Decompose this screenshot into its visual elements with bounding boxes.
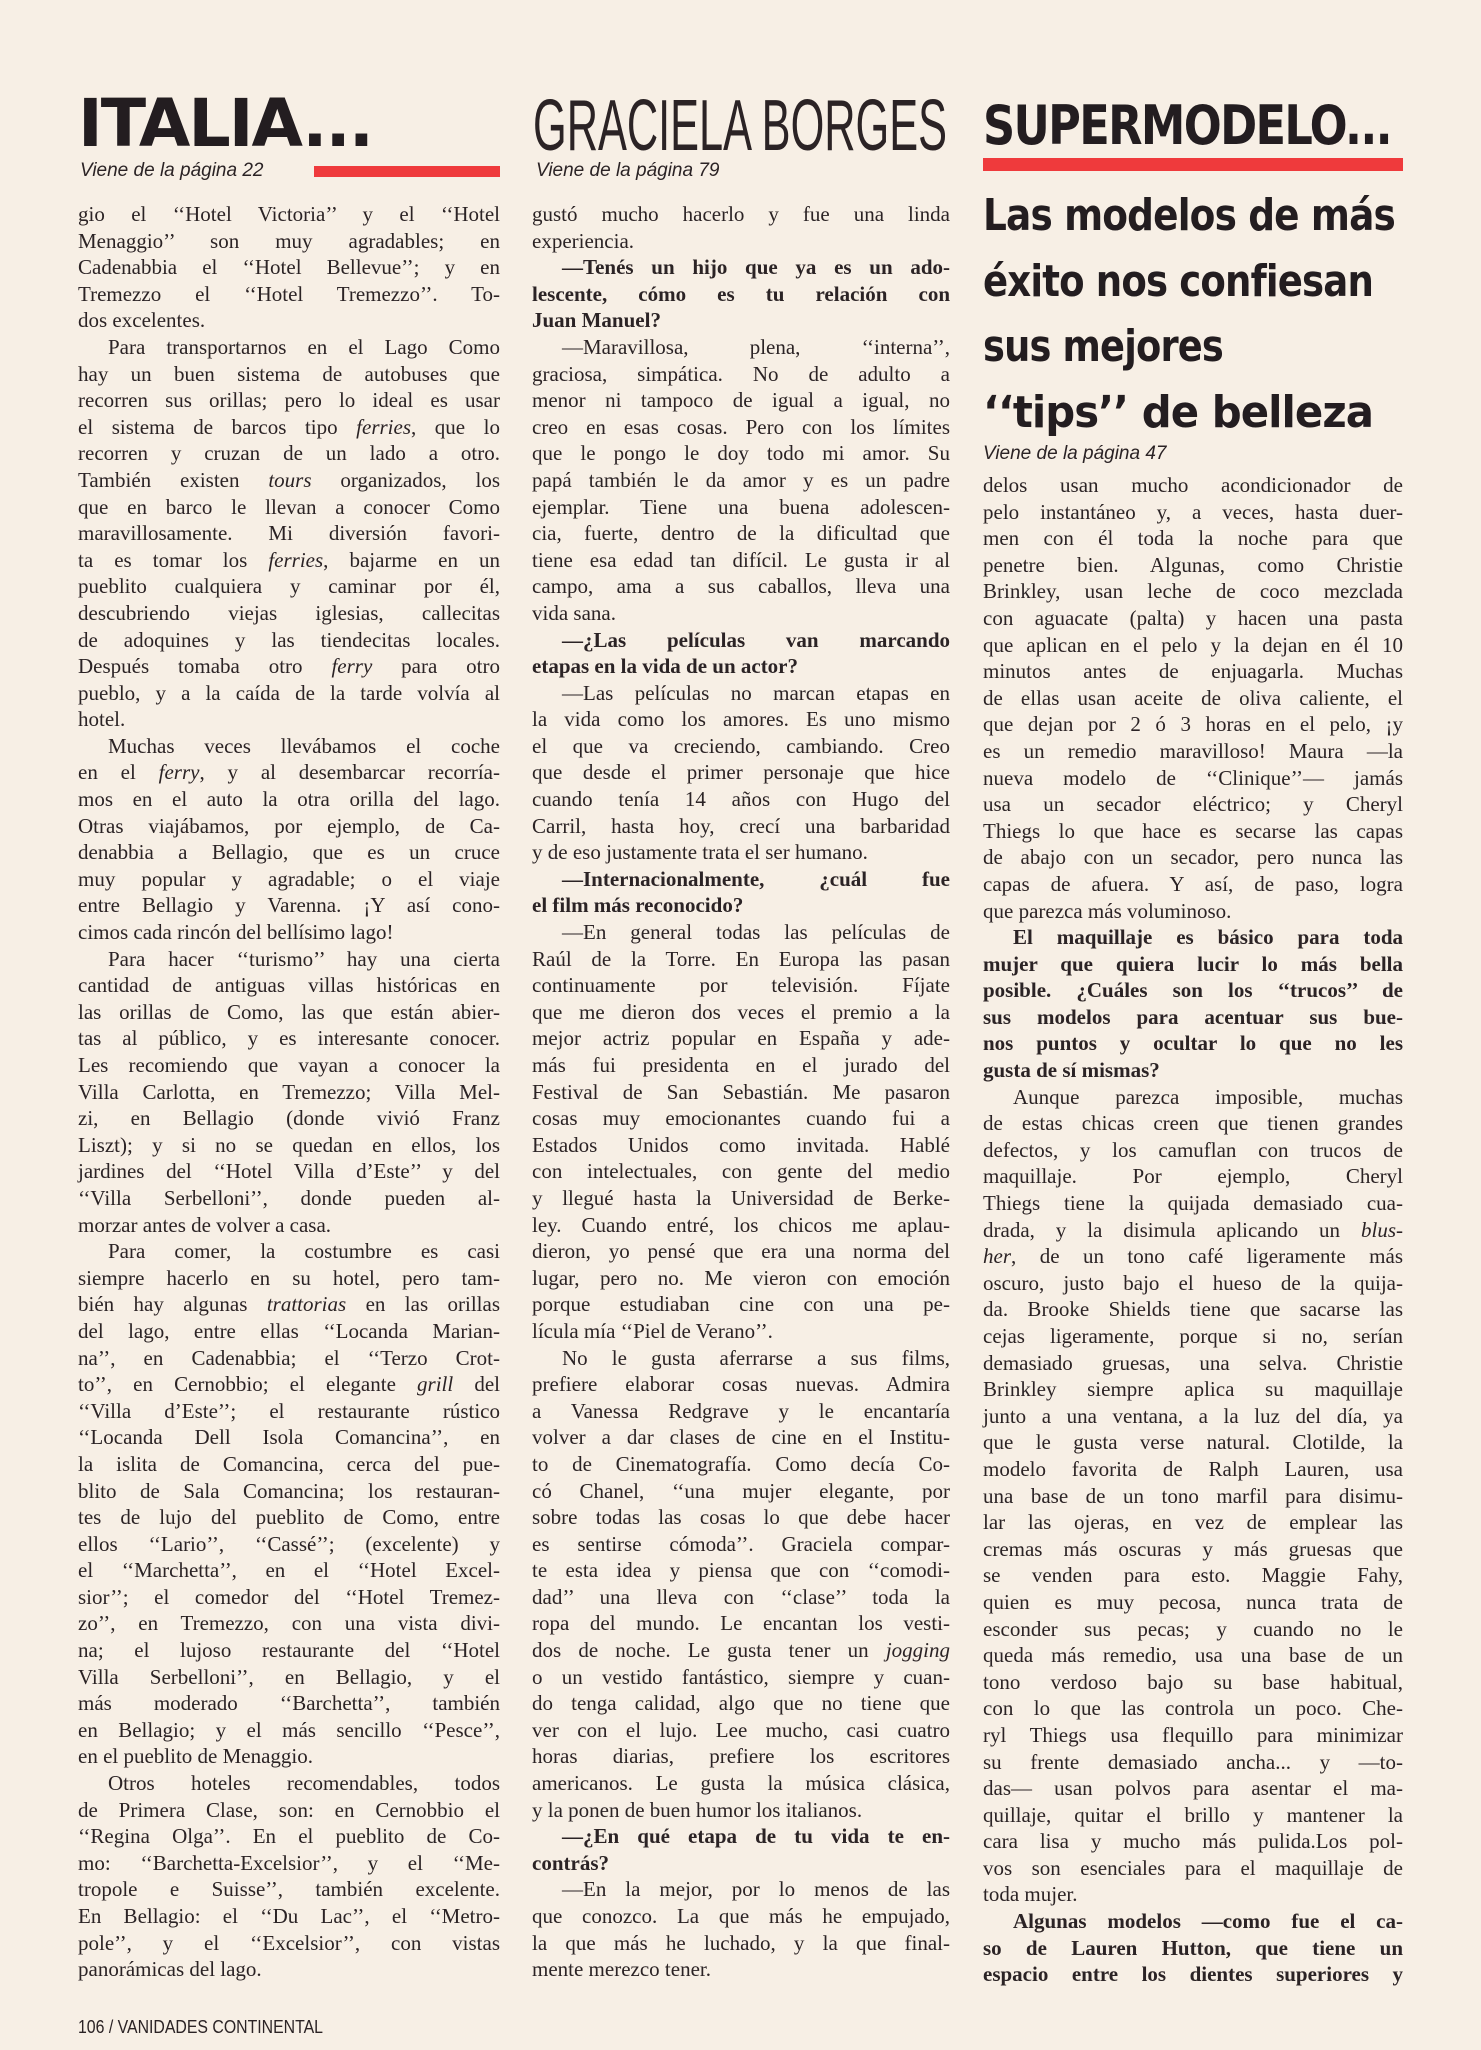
text-line: da. Brooke Shields tiene que sacarse las bbox=[983, 1297, 1403, 1322]
text-line: gustó mucho hacerlo y fue una linda bbox=[532, 202, 950, 226]
text-line: Algunas modelos —como fue el ca- bbox=[1013, 1909, 1403, 1934]
text-line: to’’, en Cernobbio; el elegante grill del bbox=[78, 1372, 500, 1397]
paragraph bbox=[78, 201, 500, 334]
text-line: y la ponen de buen humor los italianos. bbox=[532, 1797, 863, 1822]
text-line: En Bellagio: el ‘‘Du Lac’’, el ‘‘Metro- bbox=[78, 1904, 500, 1928]
text-line: tono verdoso bajo su base habitual, bbox=[983, 1669, 1403, 1694]
text-line: que parezca más voluminoso. bbox=[983, 898, 1232, 923]
paragraph bbox=[78, 946, 500, 1239]
text-line: hay un buen sistema de autobuses que bbox=[78, 361, 500, 386]
text-line: nueva modelo de ‘‘Clinique’’— jamás bbox=[983, 765, 1403, 790]
paragraph bbox=[532, 1345, 950, 1824]
text-line: na’’, en Cadenabbia; el ‘‘Terzo Crot- bbox=[78, 1345, 500, 1370]
text-line: jardines del ‘‘Hotel Villa d’Este’’ y del bbox=[78, 1159, 500, 1184]
text-line: sus modelos para acentuar sus bue- bbox=[983, 1004, 1403, 1029]
text-line: cara lisa y mucho más pulida.Los pol- bbox=[983, 1829, 1403, 1854]
page-footer: 106 / VANIDADES CONTINENTAL bbox=[78, 2017, 323, 2037]
text-line: tas al público, y es interesante conocer. bbox=[78, 1026, 500, 1051]
text-line: —En la mejor, por lo menos de las bbox=[562, 1877, 950, 1902]
text-line: Para hacer ‘‘turismo’’ hay una cierta bbox=[108, 946, 500, 971]
text-line: en el pueblito de Menaggio. bbox=[78, 1744, 314, 1769]
text-line: nos puntos y ocultar lo que no les bbox=[983, 1031, 1403, 1056]
text-line: Muchas veces llevábamos el coche bbox=[108, 733, 500, 758]
text-line: modelo favorita de Ralph Lauren, usa bbox=[983, 1456, 1403, 1481]
text-line: ellos ‘‘Lario’’, ‘‘Cassé’’; (excelente) y bbox=[78, 1531, 500, 1556]
text-line: bién hay algunas trattorias en las orillas bbox=[78, 1292, 500, 1317]
text-line: —En general todas las películas de bbox=[562, 920, 950, 945]
paragraph bbox=[532, 201, 950, 254]
text-line: hotel. bbox=[78, 707, 126, 732]
text-line: mo: ‘‘Barchetta-Excelsior’’, y el ‘‘Me- bbox=[78, 1850, 500, 1875]
text-line: defectos, y los camuflan con trucos de bbox=[983, 1137, 1403, 1162]
text-line: Otros hoteles recomendables, todos bbox=[108, 1771, 500, 1796]
subheadline-line: éxito nos confiesan bbox=[983, 255, 1373, 307]
paragraph bbox=[78, 1770, 500, 1983]
text-line: Para comer, la costumbre es casi bbox=[108, 1239, 500, 1264]
text-line: quillaje, quitar el brillo y mantener la bbox=[983, 1802, 1403, 1827]
text-line: porque estudiaban cine con una pe- bbox=[532, 1292, 950, 1317]
text-line: mujer que quiera lucir lo más bella bbox=[983, 951, 1403, 976]
text-line: ‘‘Locanda Dell Isola Comancina’’, en bbox=[78, 1425, 500, 1450]
interview-question bbox=[983, 1908, 1403, 1988]
text-line: posible. ¿Cuáles son los ‘‘trucos’’ de bbox=[983, 978, 1403, 1003]
text-line: sobre todas las cosas lo que debe hacer bbox=[532, 1505, 950, 1530]
text-line: o un vestido fantástico, siempre y cuan- bbox=[532, 1664, 950, 1689]
text-line: cia, fuerte, dentro de la dificultad que bbox=[532, 521, 950, 546]
text-line: y de eso justamente trata el ser humano. bbox=[532, 840, 868, 865]
text-line: recorren y cruzan de un lado a otro. bbox=[78, 441, 500, 466]
text-line: la islita de Comancina, cerca del pue- bbox=[78, 1451, 500, 1476]
continued-from-label: Viene de la página 79 bbox=[536, 160, 720, 181]
text-line: Liszt); y si no se quedan en ellos, los bbox=[78, 1132, 500, 1157]
text-line: que conozco. La que más he empujado, bbox=[532, 1904, 950, 1928]
article-column-graciela-borges bbox=[532, 201, 950, 1983]
text-line: muy popular y agradable; o el viaje bbox=[78, 866, 500, 891]
text-line: lícula mía ‘‘Piel de Verano’’. bbox=[532, 1318, 773, 1343]
interview-question bbox=[983, 924, 1403, 1084]
text-line: la que más he luchado, y la que final- bbox=[532, 1930, 950, 1955]
text-line: dieron, yo pensé que era una norma del bbox=[532, 1239, 950, 1264]
text-line: de ellas usan aceite de oliva caliente, el bbox=[983, 685, 1403, 710]
text-line: toda mujer. bbox=[983, 1882, 1078, 1907]
text-line: el ‘‘Marchetta’’, en el ‘‘Hotel Excel- bbox=[78, 1558, 500, 1583]
continued-from-label: Viene de la página 22 bbox=[80, 160, 264, 181]
text-line: Tremezzo el ‘‘Hotel Tremezzo’’. To- bbox=[78, 281, 500, 306]
text-line: ropa del mundo. Le encantan los vesti- bbox=[532, 1611, 950, 1636]
interview-question bbox=[532, 866, 950, 919]
text-line: mos en el auto la otra orilla del lago. bbox=[78, 787, 500, 812]
text-line: Menaggio’’ son muy agradables; en bbox=[78, 228, 500, 253]
text-line: das— usan polvos para asentar el ma- bbox=[983, 1776, 1403, 1801]
text-line: pole’’, y el ‘‘Excelsior’’, con vistas bbox=[78, 1930, 500, 1955]
text-line: Thiegs tiene la quijada demasiado cua- bbox=[983, 1191, 1403, 1216]
text-line: lugar, pero no. Me vieron con emoción bbox=[532, 1265, 950, 1290]
text-line: cremas más oscuras y más gruesas que bbox=[983, 1536, 1403, 1561]
text-line: de Primera Clase, son: en Cernobbio el bbox=[78, 1797, 500, 1822]
text-line: las orillas de Como, las que están abier- bbox=[78, 999, 500, 1024]
text-line: te esta idea y piensa que con ‘‘comodi- bbox=[532, 1558, 950, 1583]
text-line: junto a una ventana, a la luz del día, ya bbox=[983, 1403, 1403, 1428]
text-line: so de Lauren Hutton, que tiene un bbox=[983, 1935, 1403, 1960]
text-line: Después tomaba otro ferry para otro bbox=[78, 654, 500, 679]
text-line: queda más remedio, usa una base de un bbox=[983, 1643, 1403, 1668]
text-line: blito de Sala Comancina; los restauran- bbox=[78, 1478, 500, 1503]
text-line: sior’’; el comedor del ‘‘Hotel Tremez- bbox=[78, 1584, 500, 1609]
text-line: dos de noche. Le gusta tener un jogging bbox=[532, 1638, 950, 1663]
text-line: etapas en la vida de un actor? bbox=[532, 654, 799, 679]
continued-from-label: Viene de la página 47 bbox=[983, 443, 1167, 464]
text-line: ‘‘Villa Serbelloni’’, donde pueden al- bbox=[78, 1185, 500, 1210]
text-line: cejas ligeramente, porque si no, serían bbox=[983, 1324, 1403, 1348]
text-line: de estas chicas creen que tienen grandes bbox=[983, 1111, 1403, 1136]
text-line: y llegué hasta la Universidad de Berke- bbox=[532, 1185, 950, 1210]
text-line: que me dieron dos veces el premio a la bbox=[532, 999, 950, 1024]
text-line: creo en esas cosas. Pero con los límites bbox=[532, 414, 950, 439]
subheadline-line: Las modelos de más bbox=[983, 190, 1395, 241]
text-line: También existen tours organizados, los bbox=[78, 467, 500, 492]
text-line: gio el ‘‘Hotel Victoria’’ y el ‘‘Hotel bbox=[78, 202, 500, 226]
paragraph bbox=[78, 1238, 500, 1770]
text-line: ejemplar. Tiene una buena adolescen- bbox=[532, 494, 950, 519]
text-line: tropole e Suisse’’, también excelente. bbox=[78, 1877, 500, 1902]
text-line: prefiere elaborar cosas nuevas. Admira bbox=[532, 1372, 950, 1397]
interview-question bbox=[532, 254, 950, 334]
paragraph bbox=[532, 680, 950, 866]
paragraph bbox=[532, 1876, 950, 1982]
text-line: de abajo con un secador, pero nunca las bbox=[983, 845, 1403, 870]
paragraph bbox=[532, 334, 950, 627]
text-line: en Bellagio; y el más sencillo ‘‘Pesce’’, bbox=[78, 1717, 500, 1742]
text-line: gusta de sí mismas? bbox=[983, 1058, 1160, 1083]
text-line: —¿Las películas van marcando bbox=[562, 627, 950, 652]
text-line: cimos cada rincón del bellísimo lago! bbox=[78, 920, 394, 945]
text-line: es un remedio maravilloso! Maura —la bbox=[983, 738, 1403, 763]
interview-question bbox=[532, 1823, 950, 1876]
text-line: zi, en Bellagio (donde vivió Franz bbox=[78, 1106, 500, 1131]
text-line: dad’’ una lleva con ‘‘clase’’ toda la bbox=[532, 1584, 950, 1609]
text-line: Les recomiendo que vayan a conocer la bbox=[78, 1053, 500, 1077]
text-line: zo’’, en Tremezzo, con una vista divi- bbox=[78, 1611, 500, 1636]
text-line: Estados Unidos como invitada. Hablé bbox=[532, 1132, 950, 1157]
text-line: pelo instantáneo y, a veces, hasta duer- bbox=[983, 499, 1403, 524]
text-line: esconder sus pecas; y cuando no le bbox=[983, 1616, 1403, 1641]
text-line: mejor actriz popular en España y ade- bbox=[532, 1026, 950, 1051]
paragraph bbox=[78, 334, 500, 733]
text-line: contrás? bbox=[532, 1850, 609, 1875]
text-line: maquillaje. Por ejemplo, Cheryl bbox=[983, 1164, 1403, 1189]
text-line: el que va creciendo, cambiando. Creo bbox=[532, 733, 950, 758]
text-line: oscuro, justo bajo el hueso de la quija- bbox=[983, 1270, 1403, 1295]
paragraph bbox=[983, 1084, 1403, 1908]
text-line: Villa Serbelloni’’, en Bellagio, y el bbox=[78, 1664, 500, 1689]
headline-text: GRACIELA BORGES bbox=[533, 86, 947, 166]
text-line: volver a dar clases de cine en el Institu- bbox=[532, 1425, 950, 1450]
text-line: papá también le da amor y es un padre bbox=[532, 467, 950, 492]
headline-text: SUPERMODELO... bbox=[983, 94, 1391, 157]
text-line: espacio entre los dientes superiores y bbox=[983, 1962, 1403, 1987]
text-line: recorren sus orillas; pero lo ideal es usar bbox=[78, 388, 500, 413]
text-line: drada, y la disimula aplicando un blus- bbox=[983, 1217, 1403, 1242]
text-line: minutos antes de enjuagarla. Muchas bbox=[983, 659, 1403, 684]
text-line: más moderado ‘‘Barchetta’’, también bbox=[78, 1691, 500, 1716]
text-line: una base de un tono marfil para disimu- bbox=[983, 1483, 1403, 1508]
text-line: entre Bellagio y Varenna. ¡Y así cono- bbox=[78, 893, 500, 918]
paragraph bbox=[983, 472, 1403, 924]
interview-question bbox=[532, 627, 950, 680]
text-line: morzar antes de volver a casa. bbox=[78, 1212, 332, 1237]
text-line: continuamente por televisión. Fíjate bbox=[532, 973, 950, 998]
text-line: que le pongo le doy todo mi amor. Su bbox=[532, 441, 950, 466]
text-line: Festival de San Sebastián. Me pasaron bbox=[532, 1079, 950, 1104]
text-line: —Internacionalmente, ¿cuál fue bbox=[562, 866, 950, 891]
red-accent-bar bbox=[983, 158, 1403, 171]
text-line: delos usan mucho acondicionador de bbox=[983, 473, 1403, 497]
text-line: El maquillaje es básico para toda bbox=[1013, 925, 1403, 950]
text-line: a Vanessa Redgrave y le encantaría bbox=[532, 1398, 950, 1423]
text-line: quien es muy pecosa, nunca trata de bbox=[983, 1589, 1403, 1614]
text-line: panorámicas del lago. bbox=[78, 1957, 262, 1982]
text-line: Brinkley, usan leche de coco mezclada bbox=[983, 579, 1403, 604]
text-line: con aguacate (palta) y hacen una pasta bbox=[983, 605, 1403, 630]
text-line: Otras viajábamos, por ejemplo, de Ca- bbox=[78, 813, 500, 838]
text-line: —¿En qué etapa de tu vida te en- bbox=[562, 1824, 950, 1849]
text-line: Thiegs lo que hace es secarse las capas bbox=[983, 818, 1403, 843]
text-line: su frente demasiado ancha... y —to- bbox=[983, 1749, 1403, 1774]
text-line: el sistema de barcos tipo ferries, que lo bbox=[78, 414, 500, 439]
text-line: que desde el primer personaje que hice bbox=[532, 760, 950, 785]
headline-supermodelo bbox=[983, 94, 1476, 157]
text-line: que dejan por 2 ó 3 horas en el pelo, ¡y bbox=[983, 712, 1403, 737]
text-line: cantidad de antiguas villas históricas en bbox=[78, 973, 500, 998]
text-line: lescente, cómo es tu relación con bbox=[532, 281, 950, 306]
text-line: descubriendo viejas iglesias, callecitas bbox=[78, 600, 500, 625]
text-line: la vida como los amores. Es uno mismo bbox=[532, 707, 950, 732]
text-line: Villa Carlotta, en Tremezzo; Villa Mel- bbox=[78, 1079, 500, 1104]
text-line: ley. Cuando entré, los chicos me aplau- bbox=[532, 1212, 950, 1237]
text-line: pueblo, y a la caída de la tarde volvía al bbox=[78, 680, 500, 705]
text-line: siempre hacerlo en su hotel, pero tam- bbox=[78, 1265, 500, 1290]
text-line: el film más reconocido? bbox=[532, 893, 744, 918]
paragraph bbox=[78, 733, 500, 946]
headline-italia bbox=[78, 85, 372, 162]
text-line: penetre bien. Algunas, como Christie bbox=[983, 552, 1403, 577]
text-line: horas diarias, prefiere los escritores bbox=[532, 1744, 950, 1769]
text-line: —Las películas no marcan etapas en bbox=[562, 680, 950, 705]
text-line: ta es tomar los ferries, bajarme en un bbox=[78, 547, 500, 572]
text-line: graciosa, simpática. No de adulto a bbox=[532, 361, 950, 386]
paragraph bbox=[532, 919, 950, 1345]
text-line: Para transportarnos en el Lago Como bbox=[108, 334, 500, 359]
text-line: que en barco le llevan a conocer Como bbox=[78, 494, 500, 519]
text-line: vida sana. bbox=[532, 600, 616, 625]
text-line: es sentirse cómoda’’. Graciela compar- bbox=[532, 1531, 950, 1556]
text-line: Aunque parezca imposible, muchas bbox=[1013, 1084, 1403, 1109]
text-line: lar las ojeras, en vez de emplear las bbox=[983, 1510, 1403, 1535]
text-line: demasiado gruesas, una selva. Christie bbox=[983, 1350, 1403, 1375]
text-line: más fui presidenta en el jurado del bbox=[532, 1053, 950, 1077]
subheadline-line: sus mejores bbox=[983, 321, 1223, 372]
text-line: na; el lujoso restaurante del ‘‘Hotel bbox=[78, 1638, 500, 1663]
text-line: Carril, hasta hoy, crecí una barbaridad bbox=[532, 813, 950, 838]
text-line: del lago, entre ellas ‘‘Locanda Marian- bbox=[78, 1318, 500, 1343]
text-line: Juan Manuel? bbox=[532, 308, 661, 333]
text-line: cuando tenía 14 años con Hugo del bbox=[532, 787, 950, 812]
text-line: en el ferry, y al desembarcar recorría- bbox=[78, 760, 500, 785]
text-line: experiencia. bbox=[532, 228, 635, 253]
text-line: de adoquines y las tiendecitas locales. bbox=[78, 627, 500, 652]
text-line: ‘‘Villa d’Este’’; el restaurante rústico bbox=[78, 1398, 500, 1423]
text-line: Raúl de la Torre. En Europa las pasan bbox=[532, 946, 950, 971]
text-line: menor ni tampoco de igual a igual, no bbox=[532, 388, 950, 413]
text-line: vos son esenciales para el maquillaje de bbox=[983, 1855, 1403, 1880]
red-accent-bar bbox=[314, 166, 500, 177]
subheadline-line: ‘‘tips’’ de belleza bbox=[983, 386, 1373, 438]
text-line: men con él toda la noche para que bbox=[983, 526, 1403, 551]
text-line: con intelectuales, con gente del medio bbox=[532, 1159, 950, 1184]
text-line: tes de lujo del pueblito de Como, entre bbox=[78, 1505, 500, 1530]
text-line: No le gusta aferrarse a sus films, bbox=[562, 1345, 950, 1370]
text-line: to de Cinematografía. Como decía Co- bbox=[532, 1451, 950, 1476]
text-line: pueblito cualquiera y caminar por él, bbox=[78, 574, 500, 599]
article-column-supermodelo bbox=[983, 472, 1403, 1988]
text-line: do tenga calidad, algo que no tiene que bbox=[532, 1691, 950, 1716]
text-line: que le gusta verse natural. Clotilde, la bbox=[983, 1430, 1403, 1455]
text-line: —Maravillosa, plena, ‘‘interna’’, bbox=[562, 334, 950, 359]
text-line: Brinkley siempre aplica su maquillaje bbox=[983, 1377, 1403, 1402]
text-line: her, de un tono café ligeramente más bbox=[983, 1244, 1403, 1269]
text-line: dos excelentes. bbox=[78, 308, 206, 333]
text-line: mente merezco tener. bbox=[532, 1957, 711, 1982]
text-line: campo, ama a sus caballos, lleva una bbox=[532, 574, 950, 599]
article-column-italia bbox=[78, 201, 500, 1983]
headline-text: ITALIA... bbox=[78, 85, 372, 162]
subheadline bbox=[983, 190, 1467, 452]
text-line: capas de afuera. Y así, de paso, logra bbox=[983, 871, 1403, 896]
text-line: —Tenés un hijo que ya es un ado- bbox=[562, 255, 950, 280]
text-line: ver con el lujo. Lee mucho, casi cuatro bbox=[532, 1717, 950, 1742]
text-line: se venden para esto. Maggie Fahy, bbox=[983, 1563, 1403, 1588]
text-line: denabbia a Bellagio, que es un cruce bbox=[78, 840, 500, 865]
text-line: có Chanel, ‘‘una mujer elegante, por bbox=[532, 1478, 950, 1503]
text-line: ‘‘Regina Olga’’. En el pueblito de Co- bbox=[78, 1824, 500, 1849]
text-line: maravillosamente. Mi diversión favori- bbox=[78, 521, 500, 546]
text-line: con lo que las controla un poco. Che- bbox=[983, 1696, 1403, 1721]
text-line: tiene esa edad tan difícil. Le gusta ir al bbox=[532, 547, 950, 572]
text-line: que aplican en el pelo y la dejan en él 10 bbox=[983, 632, 1403, 657]
text-line: ryl Thiegs usa flequillo para minimizar bbox=[983, 1722, 1403, 1747]
text-line: Cadenabbia el ‘‘Hotel Bellevue’’; y en bbox=[78, 255, 500, 280]
text-line: cosas muy emocionantes cuando fui a bbox=[532, 1106, 950, 1131]
text-line: usa un secador eléctrico; y Cheryl bbox=[983, 792, 1403, 817]
text-line: americanos. Le gusta la música clásica, bbox=[532, 1771, 950, 1796]
